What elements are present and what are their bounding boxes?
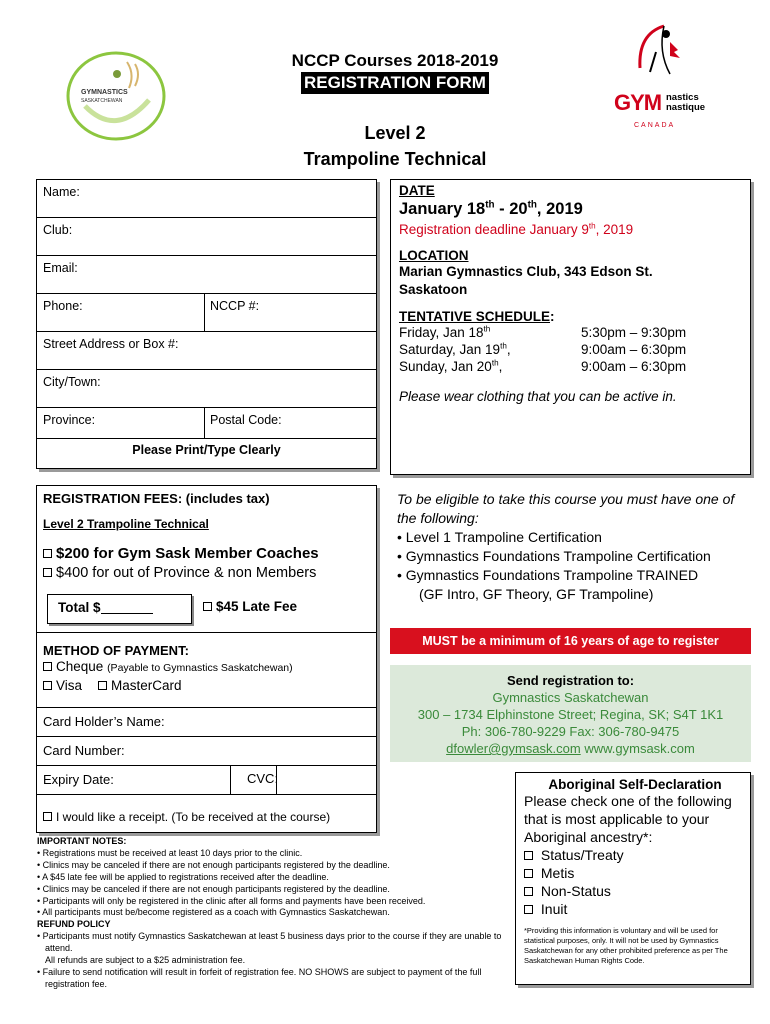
receipt-option[interactable]: I would like a receipt. (To be received at the course) (37, 794, 376, 832)
print-note: Please Print/Type Clearly (132, 443, 281, 457)
date-heading: DATE (399, 183, 435, 198)
schedule-item: Saturday, Jan 19th, 9:00am – 6:30pm (399, 341, 687, 357)
schedule-list (399, 324, 750, 375)
personal-info-form (36, 179, 377, 469)
event-details-box (390, 179, 751, 475)
checkbox-icon[interactable] (43, 549, 52, 558)
nonmember-fee-option[interactable]: $400 for out of Province & non Members (43, 565, 316, 581)
refund-list-2 (37, 967, 507, 991)
note-item: • Clinics may be canceled if there are not enough participants registered by the deadline. (37, 860, 507, 872)
payment-heading: METHOD OF PAYMENT: (43, 643, 189, 658)
note-item: • Participants will only be registered in the clinic after all forms and payments have been received. (37, 896, 507, 908)
province-row (37, 408, 376, 438)
aboriginal-option[interactable]: Non-Status (524, 882, 746, 900)
mastercard-option[interactable]: MasterCard (98, 678, 182, 693)
note-item: • Clinics may be canceled if there are not enough participants registered by the deadline. (37, 884, 507, 896)
postal-label: Postal Code: (210, 413, 282, 427)
visa-option[interactable]: Visa (43, 678, 82, 693)
cvc-field[interactable] (230, 766, 277, 794)
name-field[interactable] (37, 180, 376, 218)
send-registration-box (390, 665, 751, 762)
aboriginal-heading: Aboriginal Self-Declaration (548, 777, 722, 792)
nccp-label: NCCP #: (210, 299, 260, 313)
checkbox-icon[interactable] (98, 681, 107, 690)
checkbox-icon[interactable] (524, 869, 533, 878)
eligibility-item: • Gymnastics Foundations Trampoline TRAINED (397, 567, 699, 583)
cheque-option[interactable]: Cheque (Payable to Gymnastics Saskatchewan) (43, 658, 376, 677)
province-field[interactable]: Province: (43, 413, 96, 427)
logo-nastique-text: nastique (666, 102, 706, 113)
checkbox-icon[interactable] (203, 602, 212, 611)
eligibility-sub: (GF Intro, GF Theory, GF Trampoline) (419, 586, 654, 602)
registration-form-banner: REGISTRATION FORM (301, 72, 489, 94)
refund-fee-note: All refunds are subject to a $25 administration fee. (45, 955, 246, 966)
schedule-heading: TENTATIVE SCHEDULE: (399, 309, 555, 324)
gymnastics-saskatchewan-logo (65, 50, 167, 142)
card-holder-field[interactable] (37, 707, 376, 736)
email-label: Email: (43, 261, 78, 275)
card-number-field[interactable] (37, 736, 376, 765)
refund-list (37, 931, 507, 955)
note-item: • All participants must be/become registered as a coach with Gymnastics Saskatchewan. (37, 907, 507, 919)
aboriginal-option[interactable]: Inuit (524, 900, 746, 918)
expiry-row (37, 765, 376, 794)
checkbox-icon[interactable] (524, 887, 533, 896)
eligibility-item: • Gymnastics Foundations Trampoline Certification (397, 548, 711, 564)
city-field[interactable] (37, 370, 376, 408)
payment-method-section (37, 632, 376, 712)
phone-field[interactable]: Phone: (43, 299, 83, 313)
course-level: Level 2 (364, 123, 426, 143)
aboriginal-intro: Please check one of the following that is most applicable to your Aboriginal ancestry*: (524, 793, 732, 845)
street-label: Street Address or Box #: (43, 337, 179, 351)
fees-heading: REGISTRATION FEES: (includes tax) (43, 491, 270, 506)
important-notes (37, 836, 507, 991)
aboriginal-option[interactable]: Status/Treaty (524, 846, 746, 864)
checkbox-icon[interactable] (524, 905, 533, 914)
club-field[interactable] (37, 218, 376, 256)
card-options (43, 677, 376, 694)
fees-course: Level 2 Trampoline Technical (43, 517, 209, 531)
checkbox-icon[interactable] (43, 568, 52, 577)
svg-text:GYMNASTICS: GYMNASTICS (81, 89, 128, 96)
location-line2: Saskatoon (399, 282, 468, 297)
event-date: January 18th - 20th, 2019 (399, 199, 583, 218)
location-heading: LOCATION (399, 248, 469, 263)
email-field[interactable] (37, 256, 376, 294)
total-field[interactable]: Total $ (47, 594, 192, 624)
age-requirement-banner: MUST be a minimum of 16 years of age to register (390, 628, 751, 654)
cvc-label: CVC: (247, 771, 279, 786)
eligibility-item: • Level 1 Trampoline Certification (397, 529, 602, 545)
aboriginal-declaration-box (515, 772, 751, 985)
title-block (230, 50, 560, 94)
postal-field[interactable] (204, 408, 282, 438)
logo-gym-text: GYM (614, 90, 662, 115)
refund-heading: REFUND POLICY (37, 919, 111, 930)
important-list (37, 848, 507, 919)
nccp-field[interactable] (204, 294, 259, 331)
website-link[interactable]: www.gymsask.com (584, 741, 695, 756)
send-address: 300 – 1734 Elphinstone Street; Regina, SK; S4T 1K1 (417, 707, 724, 722)
expiry-field[interactable]: Expiry Date: (43, 772, 114, 787)
phone-row (37, 294, 376, 332)
svg-text:SASKATCHEWAN: SASKATCHEWAN (81, 98, 123, 104)
checkbox-icon[interactable] (524, 851, 533, 860)
checkbox-icon[interactable] (43, 812, 52, 821)
page-title: NCCP Courses 2018-2019 (291, 51, 499, 70)
registration-deadline: Registration deadline January 9th, 2019 (399, 221, 634, 237)
send-phone-fax: Ph: 306-780-9229 Fax: 306-780-9475 (461, 724, 680, 739)
note-item: • Registrations must be received at least 10 days prior to the clinic. (37, 848, 507, 860)
send-org: Gymnastics Saskatchewan (492, 690, 649, 705)
refund-item: • Participants must notify Gymnastics Saskatchewan at least 5 business days prior to the course if they are unable to attend. (37, 931, 507, 955)
fees-payment-box (36, 485, 377, 833)
card-number-label: Card Number: (43, 743, 125, 758)
logo-nastics-text: nastics (666, 92, 699, 103)
clothing-note: Please wear clothing that you can be active in. (399, 389, 677, 404)
city-label: City/Town: (43, 375, 101, 389)
checkbox-icon[interactable] (43, 662, 52, 671)
member-fee-option[interactable]: $200 for Gym Sask Member Coaches (43, 545, 319, 562)
street-field[interactable] (37, 332, 376, 370)
note-item: • A $45 late fee will be applied to registrations received after the deadline. (37, 872, 507, 884)
refund-item: • Failure to send notification will result in forfeit of registration fee. NO SHOWS are subject to payment of the full registration fee. (37, 967, 507, 991)
schedule-item: Friday, Jan 18th 5:30pm – 9:30pm (399, 324, 687, 340)
late-fee-option[interactable]: $45 Late Fee (197, 594, 376, 624)
eligibility-section (397, 490, 749, 604)
aboriginal-footnote: *Providing this information is voluntary and will be used for statistical purposes, only. It will not be used by Gymnastics Saskatchewan for any other prohibited preference as per The Saskatchewan Human Rights Code. (524, 926, 728, 965)
course-name: Trampoline Technical (303, 149, 487, 169)
card-holder-label: Card Holder’s Name: (43, 714, 165, 729)
name-label: Name: (43, 185, 80, 199)
location-line1: Marian Gymnastics Club, 343 Edson St. (399, 264, 653, 279)
checkbox-icon[interactable] (43, 681, 52, 690)
schedule-item: Sunday, Jan 20th, 9:00am – 6:30pm (399, 358, 687, 374)
eligibility-intro: To be eligible to take this course you must have one of the following: (397, 491, 735, 526)
aboriginal-option[interactable]: Metis (524, 864, 746, 882)
course-title (230, 120, 560, 172)
logo-canada-text: CANADA (634, 122, 676, 129)
send-heading: Send registration to: (506, 673, 635, 688)
important-heading: IMPORTANT NOTES: (37, 836, 127, 846)
club-label: Club: (43, 223, 73, 237)
send-contact (390, 740, 751, 757)
email-link[interactable]: dfowler@gymsask.com (446, 741, 581, 756)
gymnastics-canada-logo (612, 22, 712, 132)
